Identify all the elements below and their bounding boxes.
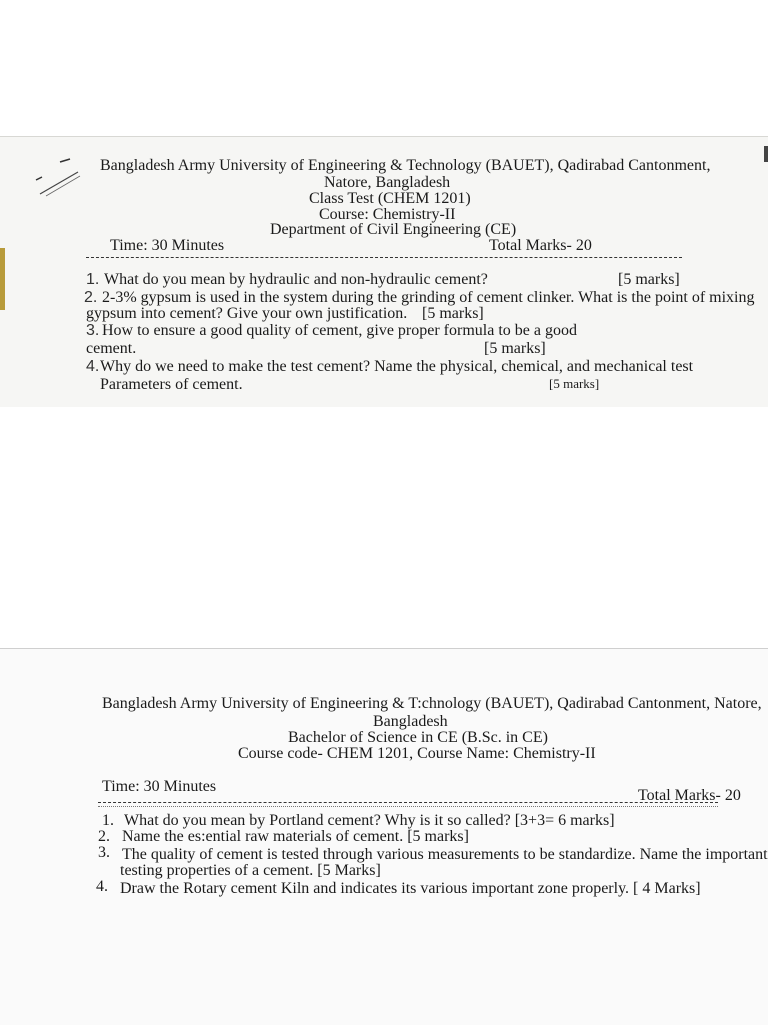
question-text: What do you mean by hydraulic and non-hydraulic cement?: [104, 271, 488, 288]
question-number: 1.: [86, 271, 100, 288]
sheet2-header-line1: Bangladesh Army University of Engineering & T:chnology (BAUET), Qadirabad Cantonment, Natore,: [102, 695, 762, 712]
question-text: 2-3% gypsum is used in the system during the grinding of cement clinker. What is the point of mixing: [102, 289, 755, 306]
scan-edge-mark: [764, 146, 768, 162]
divider-line: [98, 802, 718, 803]
question-number: 4.: [86, 358, 100, 375]
divider-line: [86, 257, 682, 258]
sheet1-header-line1: Bangladesh Army University of Engineering & Technology (BAUET), Qadirabad Cantonment,: [100, 157, 711, 174]
sheet2-total-marks: Total Marks- 20: [638, 787, 741, 804]
question-text-cont: testing properties of a cement. [5 Marks]: [120, 862, 381, 879]
question-marks: [5 marks]: [484, 340, 546, 357]
sheet1-time: Time: 30 Minutes: [110, 237, 225, 254]
question-marks: [5 marks]: [422, 305, 484, 322]
sheet2-header-line3: Bachelor of Science in CE (B.Sc. in CE): [288, 729, 548, 746]
question-text-cont: Parameters of cement.: [100, 376, 243, 393]
question-number: 4.: [96, 878, 108, 895]
question-number: 2.: [84, 289, 98, 306]
question-text-cont: gypsum into cement? Give your own justification.: [86, 305, 408, 322]
question-marks: [5 marks]: [618, 271, 680, 288]
pen-scribble-icon: [30, 150, 86, 200]
question-number: 3.: [86, 322, 100, 339]
sheet2-time: Time: 30 Minutes: [102, 778, 217, 795]
sheet2-header-line4: Course code- CHEM 1201, Course Name: Chemistry-II: [238, 745, 596, 762]
sheet1-header-line2: Natore, Bangladesh: [324, 174, 451, 191]
sheet2-header-line2: Bangladesh: [373, 713, 448, 730]
question-number: 2.: [98, 828, 110, 845]
sheet1-header-line5: Department of Civil Engineering (CE): [270, 221, 517, 238]
question-text: Name the es:ential raw materials of cement. [5 marks]: [122, 828, 469, 845]
sheet1-header-line4: Course: Chemistry-II: [319, 206, 456, 223]
divider-line-secondary: [98, 806, 718, 807]
question-text-cont: cement.: [86, 340, 137, 357]
question-number: 1.: [102, 812, 114, 829]
question-text: Why do we need to make the test cement? Name the physical, chemical, and mechanical test: [100, 358, 694, 375]
question-text: How to ensure a good quality of cement, give proper formula to be a good: [102, 322, 577, 339]
question-text: Draw the Rotary cement Kiln and indicates its various important zone properly. [ 4 Marks]: [120, 880, 701, 897]
question-number: 3.: [98, 844, 110, 861]
question-text: What do you mean by Portland cement? Why is it so called? [3+3= 6 marks]: [124, 812, 615, 829]
sheet1-total-marks: Total Marks- 20: [489, 237, 592, 254]
sheet1-header-line3: Class Test (CHEM 1201): [309, 190, 471, 207]
scan-edge-strip: [0, 248, 5, 310]
question-text: The quality of cement is tested through various measurements to be standardize. Name the important: [122, 846, 768, 863]
question-marks: [5 marks]: [549, 376, 600, 391]
